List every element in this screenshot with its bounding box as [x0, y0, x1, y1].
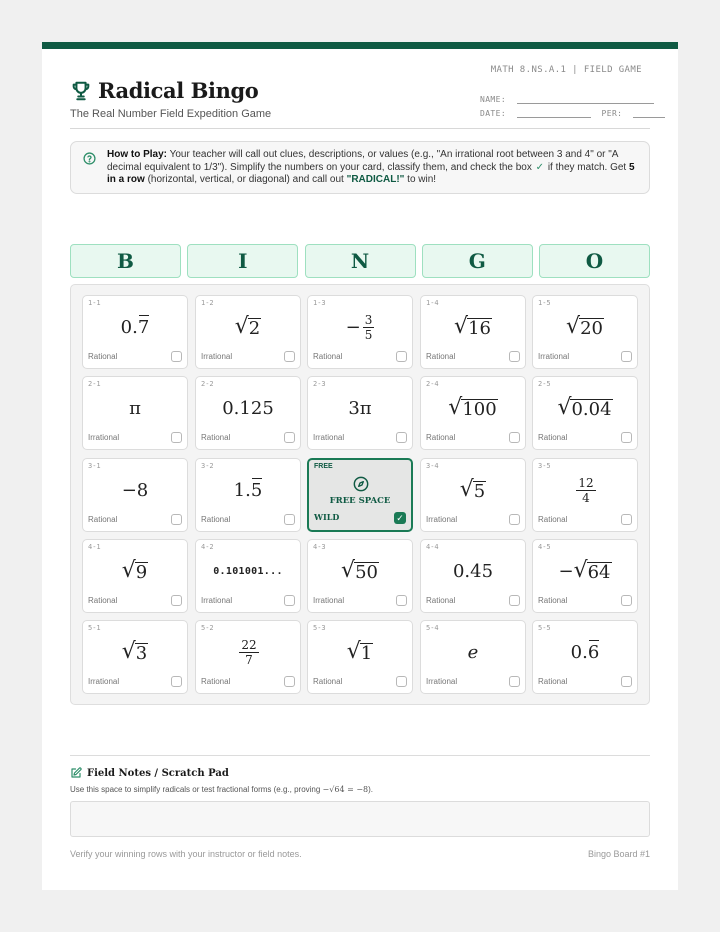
- notes-desc-text: Use this space to simplify radicals or test fractional forms (e.g., proving: [70, 785, 323, 794]
- cell-checkbox[interactable]: [396, 432, 407, 443]
- cell-checkbox[interactable]: [284, 351, 295, 362]
- cell-index: 3-1: [88, 462, 101, 470]
- radical-sign: √: [121, 558, 136, 583]
- bingo-cell[interactable]: [82, 539, 188, 613]
- cell-value: [83, 314, 187, 340]
- cell-index: 4-1: [88, 543, 101, 551]
- radical-expression: [460, 479, 486, 501]
- cell-index: 1-1: [88, 299, 101, 307]
- classification-label: Rational: [201, 433, 231, 442]
- wild-label: WILD: [314, 512, 340, 522]
- cell-index: 5-1: [88, 624, 101, 632]
- cell-index: 3-5: [538, 462, 551, 470]
- instructions-text: [107, 149, 641, 187]
- cell-value: [533, 558, 637, 584]
- classification-label: Rational: [88, 515, 118, 524]
- cell-value: [533, 314, 637, 340]
- notes-expression: −√64 = −8: [322, 785, 369, 794]
- bingo-cell[interactable]: [307, 295, 413, 369]
- cell-index: FREE: [314, 463, 333, 470]
- cell-value: [533, 395, 637, 421]
- cell-index: 2-5: [538, 380, 551, 388]
- bingo-letter-n: N: [305, 244, 416, 278]
- classification-label: Rational: [538, 515, 568, 524]
- decimal-base: 0.: [570, 641, 588, 663]
- radical-expression: [557, 397, 612, 419]
- cell-value: 3π: [348, 397, 372, 419]
- bingo-cell[interactable]: [420, 295, 526, 369]
- bingo-letter-b: B: [70, 244, 181, 278]
- cell-index: 1-2: [201, 299, 214, 307]
- radicand: 5: [473, 481, 486, 502]
- help-circle-icon: [83, 152, 96, 165]
- classification-label: Irrational: [313, 596, 345, 605]
- cell-value: [308, 639, 412, 665]
- radical-sign: √: [121, 639, 136, 664]
- radical-expression: [122, 641, 148, 663]
- italic-value: e: [467, 641, 479, 663]
- classification-label: Rational: [313, 677, 343, 686]
- classification-label: Irrational: [313, 433, 345, 442]
- radical-sign: √: [346, 639, 361, 664]
- cell-checkbox[interactable]: [509, 351, 520, 362]
- header-divider: [70, 128, 650, 129]
- cell-index: 4-5: [538, 543, 551, 551]
- name-label: NAME:: [480, 95, 507, 104]
- instructions-part-2: if they match. Get: [545, 161, 629, 173]
- classification-label: Rational: [426, 352, 456, 361]
- cell-value: [83, 639, 187, 665]
- cell-index: 2-1: [88, 380, 101, 388]
- bingo-cell[interactable]: [420, 376, 526, 450]
- bingo-cell[interactable]: [82, 295, 188, 369]
- bingo-cell[interactable]: [195, 539, 301, 613]
- board-number: Bingo Board #1: [587, 849, 650, 859]
- win-goal: 5 in a row: [107, 161, 635, 186]
- cell-checkbox[interactable]: [171, 676, 182, 687]
- date-blank[interactable]: [517, 110, 591, 118]
- cell-value: 0.125: [222, 397, 274, 419]
- notes-divider: [70, 755, 650, 756]
- cell-value: [196, 314, 300, 340]
- cell-value: [196, 639, 300, 665]
- classification-label: Rational: [88, 352, 118, 361]
- notes-desc-end: ).: [368, 785, 373, 794]
- edit-icon: [70, 767, 82, 779]
- bingo-cell[interactable]: [195, 295, 301, 369]
- bingo-cell[interactable]: [532, 295, 638, 369]
- period-label: PER:: [601, 109, 623, 118]
- denominator: 4: [582, 490, 590, 505]
- check-icon: ✓: [535, 161, 545, 173]
- cell-index: 3-4: [426, 462, 439, 470]
- repeating-digit: 7: [137, 316, 150, 338]
- classification-label: Irrational: [426, 515, 458, 524]
- trophy-icon: [70, 79, 92, 103]
- cell-value: [421, 639, 525, 665]
- bingo-cell[interactable]: [420, 539, 526, 613]
- classification-label: Rational: [313, 352, 343, 361]
- classification-label: Rational: [426, 433, 456, 442]
- bingo-cell[interactable]: [82, 376, 188, 450]
- fraction: [239, 639, 258, 666]
- radicand: 3: [135, 643, 148, 664]
- instructions-part-3: (horizontal, vertical, or diagonal) and call out: [144, 174, 347, 186]
- bingo-cell[interactable]: [532, 376, 638, 450]
- cell-checkbox[interactable]: [509, 514, 520, 525]
- cell-checkbox[interactable]: [171, 351, 182, 362]
- title-row: [70, 78, 258, 103]
- scratch-pad-area[interactable]: [70, 801, 650, 837]
- bingo-letter-i: I: [187, 244, 298, 278]
- instructions-lead: How to Play:: [107, 149, 168, 160]
- cell-checkbox[interactable]: [284, 514, 295, 525]
- bingo-cell[interactable]: [307, 376, 413, 450]
- standard-code: MATH 8.NS.A.1 | FIELD GAME: [490, 65, 642, 75]
- cell-checkbox[interactable]: [509, 595, 520, 606]
- radicand: 1: [360, 643, 373, 664]
- cell-value: 0.45: [452, 560, 494, 582]
- radical-expression: [454, 316, 492, 338]
- classification-label: Irrational: [201, 352, 233, 361]
- cell-value: [421, 477, 525, 503]
- bingo-cell[interactable]: [195, 376, 301, 450]
- radicand: 20: [580, 318, 603, 339]
- cell-checkbox[interactable]: [509, 676, 520, 687]
- radicand: 16: [468, 318, 491, 339]
- cell-value: [83, 558, 187, 584]
- cell-checkbox[interactable]: [396, 676, 407, 687]
- cell-value: [308, 314, 412, 340]
- date-label: DATE:: [480, 109, 507, 118]
- cell-index: 5-4: [426, 624, 439, 632]
- bingo-cell[interactable]: [532, 458, 638, 532]
- page-title: Radical Bingo: [98, 78, 259, 103]
- bingo-header: [70, 244, 650, 278]
- minus-sign: −: [558, 560, 574, 582]
- classification-label: Rational: [538, 433, 568, 442]
- classification-label: Rational: [538, 596, 568, 605]
- radical-expression: [235, 316, 261, 338]
- bingo-cell[interactable]: [532, 620, 638, 694]
- radicand: 100: [462, 399, 497, 420]
- cell-checkbox[interactable]: [284, 432, 295, 443]
- cell-index: 5-3: [313, 624, 326, 632]
- cell-checkbox[interactable]: [621, 595, 632, 606]
- classification-label: Rational: [201, 515, 231, 524]
- bingo-cell[interactable]: [82, 458, 188, 532]
- cell-value: [308, 558, 412, 584]
- decimal-base: 0.: [120, 316, 138, 338]
- cell-value: [196, 477, 300, 503]
- cell-value: [421, 395, 525, 421]
- instructions-part-1: Your teacher will call out clues, descriptions, or values (e.g., "An irrational root between 3 and 4" or "A decimal equivalent to 1/3"). Simplify the numbers on your card, classify them, and check the box: [107, 149, 618, 173]
- radical-sign: √: [573, 558, 588, 583]
- fraction: [363, 314, 375, 341]
- radical-sign: √: [454, 314, 469, 339]
- cell-checkbox[interactable]: [396, 595, 407, 606]
- cell-index: 4-2: [201, 543, 214, 551]
- classification-label: Irrational: [201, 596, 233, 605]
- period-blank[interactable]: [633, 110, 665, 118]
- cell-checkbox[interactable]: [621, 351, 632, 362]
- minus-sign: −: [345, 316, 361, 338]
- bingo-cell[interactable]: [195, 620, 301, 694]
- numerator: 12: [578, 475, 594, 490]
- classification-label: Rational: [201, 677, 231, 686]
- cell-index: 4-3: [313, 543, 326, 551]
- checked-checkbox[interactable]: ✓: [394, 512, 406, 524]
- free-space-label: FREE SPACE: [329, 496, 391, 506]
- notes-description: [70, 785, 373, 794]
- classification-label: Rational: [538, 677, 568, 686]
- free-space-cell[interactable]: [307, 458, 413, 532]
- bingo-cell[interactable]: [420, 620, 526, 694]
- cell-checkbox[interactable]: [284, 595, 295, 606]
- cell-checkbox[interactable]: [171, 514, 182, 525]
- denominator: 5: [364, 327, 373, 342]
- decimal-base: 1.: [233, 479, 251, 501]
- radical-sign: √: [557, 395, 572, 420]
- classification-label: Irrational: [538, 352, 570, 361]
- radical-expression: [347, 641, 373, 663]
- cell-value: [533, 639, 637, 665]
- cell-value: 0.101001...: [213, 565, 283, 577]
- instructions-part-4: to win!: [404, 174, 437, 186]
- compass-icon: [353, 476, 369, 492]
- cell-checkbox[interactable]: [171, 432, 182, 443]
- date-period-field[interactable]: [480, 109, 665, 118]
- instructions-box: [70, 141, 650, 194]
- radicand: 2: [248, 318, 261, 339]
- cell-index: 1-5: [538, 299, 551, 307]
- radical-sign: √: [341, 558, 356, 583]
- cell-checkbox[interactable]: [509, 432, 520, 443]
- radical-expression: [448, 397, 497, 419]
- notes-heading: [70, 767, 229, 779]
- cell-value: −8: [121, 479, 149, 501]
- bingo-letter-g: G: [422, 244, 533, 278]
- radicand: 9: [135, 562, 148, 583]
- classification-label: Irrational: [426, 677, 458, 686]
- cell-value: [421, 314, 525, 340]
- radicand: 0.04: [571, 399, 612, 420]
- bingo-cell[interactable]: [195, 458, 301, 532]
- page-subtitle: The Real Number Field Expedition Game: [70, 108, 272, 120]
- cell-index: 2-3: [313, 380, 326, 388]
- radical-sign: √: [448, 395, 463, 420]
- cell-index: 2-2: [201, 380, 214, 388]
- radical-expression: [122, 560, 148, 582]
- call-word: "RADICAL!": [346, 174, 405, 186]
- bingo-cell[interactable]: [307, 620, 413, 694]
- numerator: 22: [241, 637, 257, 652]
- cell-checkbox[interactable]: [396, 351, 407, 362]
- bingo-cell[interactable]: [307, 539, 413, 613]
- classification-label: Irrational: [88, 433, 120, 442]
- cell-index: 2-4: [426, 380, 439, 388]
- footer-note: Verify your winning rows with your instructor or field notes.: [70, 849, 302, 859]
- radicand: 64: [587, 562, 611, 583]
- classification-label: Rational: [426, 596, 456, 605]
- name-blank[interactable]: [517, 96, 654, 104]
- bingo-letter-o: O: [539, 244, 650, 278]
- repeating-digit: 6: [587, 641, 600, 663]
- classification-label: Rational: [88, 596, 118, 605]
- fraction: [576, 477, 595, 504]
- cell-index: 5-2: [201, 624, 214, 632]
- cell-index: 5-5: [538, 624, 551, 632]
- header-accent-bar: [42, 42, 678, 49]
- cell-index: 1-4: [426, 299, 439, 307]
- numerator: 3: [364, 312, 373, 327]
- radical-expression: [574, 560, 612, 582]
- repeating-digit: 5: [250, 479, 263, 501]
- cell-checkbox[interactable]: [171, 595, 182, 606]
- bingo-board: [70, 284, 650, 705]
- radical-expression: [566, 316, 604, 338]
- name-field[interactable]: [480, 95, 654, 104]
- bingo-cell[interactable]: [82, 620, 188, 694]
- worksheet: [42, 42, 678, 890]
- denominator: 7: [245, 652, 253, 667]
- cell-index: 1-3: [313, 299, 326, 307]
- radical-sign: √: [566, 314, 581, 339]
- cell-value: [533, 477, 637, 503]
- radical-expression: [341, 560, 379, 582]
- classification-label: Irrational: [88, 677, 120, 686]
- notes-title: Field Notes / Scratch Pad: [87, 767, 229, 779]
- cell-index: 3-2: [201, 462, 214, 470]
- cell-checkbox[interactable]: [621, 676, 632, 687]
- cell-checkbox[interactable]: [284, 676, 295, 687]
- bingo-cell[interactable]: [532, 539, 638, 613]
- cell-checkbox[interactable]: [621, 432, 632, 443]
- cell-index: 4-4: [426, 543, 439, 551]
- cell-checkbox[interactable]: [621, 514, 632, 525]
- radicand: 50: [355, 562, 378, 583]
- radical-sign: √: [234, 314, 249, 339]
- bingo-cell[interactable]: [420, 458, 526, 532]
- radical-sign: √: [459, 477, 474, 502]
- cell-value: π: [129, 397, 141, 419]
